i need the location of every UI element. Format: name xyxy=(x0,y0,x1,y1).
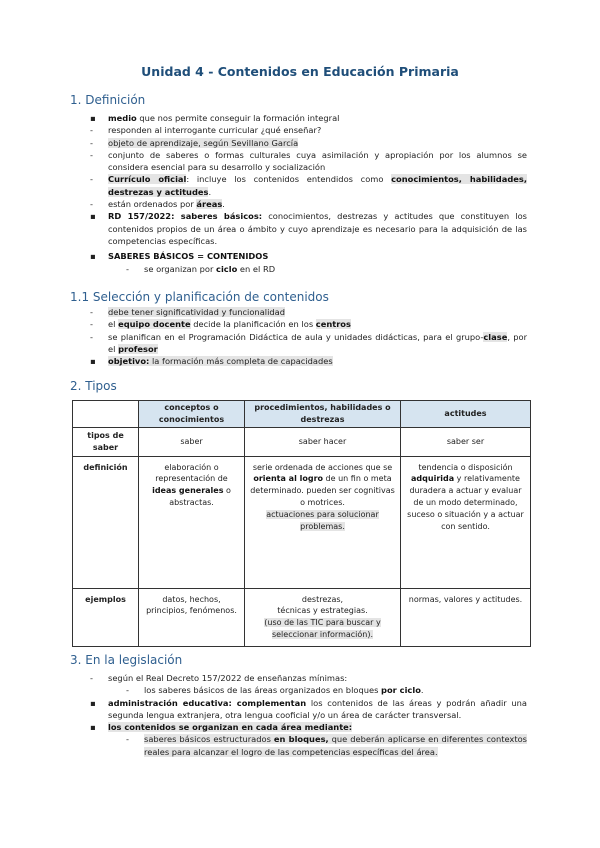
table-cell: destrezas, técnicas y estrategias. (uso de las TIC para buscar y seleccionar información). xyxy=(245,588,401,646)
table-cell: normas, valores y actitudes. xyxy=(401,588,531,646)
table-row xyxy=(73,456,531,588)
heading-seleccion: 1.1 Selección y planificación de contenidos xyxy=(70,290,329,304)
table-corner-cell xyxy=(73,401,139,428)
table-cell: saber xyxy=(139,427,245,456)
table-header-cell: conceptos o conocimientos xyxy=(139,401,245,428)
row-header-cell: definición xyxy=(73,456,139,588)
list-item: ▪ objetivo: la formación más completa de capacidades xyxy=(90,355,527,367)
sublist-item: - saberes básicos estructurados en bloques, que deberán aplicarse en diferentes contextos reales para alcanzar el logro de las competencias específicas del área. xyxy=(126,733,527,758)
row-header-cell: ejemplos xyxy=(73,588,139,646)
sublist xyxy=(108,684,527,696)
table-row xyxy=(73,588,531,646)
table-row xyxy=(73,427,531,456)
legislacion-list xyxy=(90,672,527,758)
list-item: - el equipo docente decide la planificación en los centros xyxy=(90,318,527,330)
document-title: Unidad 4 - Contenidos en Educación Primaria xyxy=(141,64,459,79)
table-header-row xyxy=(73,401,531,428)
list-item: - responden al interrogante curricular ¿qué enseñar? xyxy=(90,124,527,136)
list-item: - están ordenados por áreas. xyxy=(90,198,527,210)
table-cell: elaboración o representación de ideas generales o abstractas. xyxy=(139,456,245,588)
row-header-cell: tipos de saber xyxy=(73,427,139,456)
sublist xyxy=(108,733,527,758)
tipos-table xyxy=(72,400,531,647)
table-header-cell: procedimientos, habilidades o destrezas xyxy=(245,401,401,428)
sublist-item: - los saberes básicos de las áreas organizados en bloques por ciclo. xyxy=(126,684,527,696)
list-item: - debe tener significatividad y funcionalidad xyxy=(90,306,527,318)
list-item: ▪ SABERES BÁSICOS = CONTENIDOS - se organizan por ciclo en el RD xyxy=(90,250,527,275)
table-header-cell: actitudes xyxy=(401,401,531,428)
list-item: - Currículo oficial: incluye los contenidos entendidos como conocimientos, habilidades, destrezas y actitudes. xyxy=(90,173,527,198)
seleccion-list xyxy=(90,306,527,367)
table-cell: saber hacer xyxy=(245,427,401,456)
table-cell: tendencia o disposición adquirida y relativamente duradera a actuar y evaluar de un modo determinado, suceso o situación y a actuar con sentido. xyxy=(401,456,531,588)
list-item: - se planifican en el Programación Didáctica de aula y unidades didácticas, para el grupo-clase, por el profesor xyxy=(90,331,527,356)
list-item: - objeto de aprendizaje, según Sevillano García xyxy=(90,137,527,149)
table-cell: saber ser xyxy=(401,427,531,456)
table-cell: serie ordenada de acciones que se orienta al logro de un fin o meta determinado. pueden ser cognitivas o motrices. actuaciones para solucionar problemas. xyxy=(245,456,401,588)
heading-definicion: 1. Definición xyxy=(70,93,146,107)
list-item: ▪ administración educativa: complementan los contenidos de las áreas y podrán añadir una segunda lengua extranjera, otra lengua cooficial y/o un área de carácter transversal. xyxy=(90,697,527,722)
list-item: ▪ medio que nos permite conseguir la formación integral xyxy=(90,112,527,124)
sublist xyxy=(108,263,527,275)
heading-legislacion: 3. En la legislación xyxy=(70,653,183,667)
heading-tipos: 2. Tipos xyxy=(70,379,117,393)
list-item: ▪ los contenidos se organizan en cada área mediante: - saberes básicos estructurados en bloques, que deberán aplicarse en diferentes contextos reales para alcanzar el logro de las competencias específicas del área. xyxy=(90,721,527,758)
definicion-list xyxy=(90,112,527,275)
sublist-item: - se organizan por ciclo en el RD xyxy=(126,263,527,275)
list-item: - según el Real Decreto 157/2022 de enseñanzas mínimas: - los saberes básicos de las áreas organizados en bloques por ciclo. xyxy=(90,672,527,697)
list-item: - conjunto de saberes o formas culturales cuya asimilación y apropiación por los alumnos se considera esencial para su desarrollo y socialización xyxy=(90,149,527,174)
list-item: ▪ RD 157/2022: saberes básicos: conocimientos, destrezas y actitudes que constituyen los contenidos propios de un área o ámbito y cuyo aprendizaje es necesario para la adquisición de las competencias específicas. xyxy=(90,210,527,247)
table-cell: datos, hechos, principios, fenómenos. xyxy=(139,588,245,646)
